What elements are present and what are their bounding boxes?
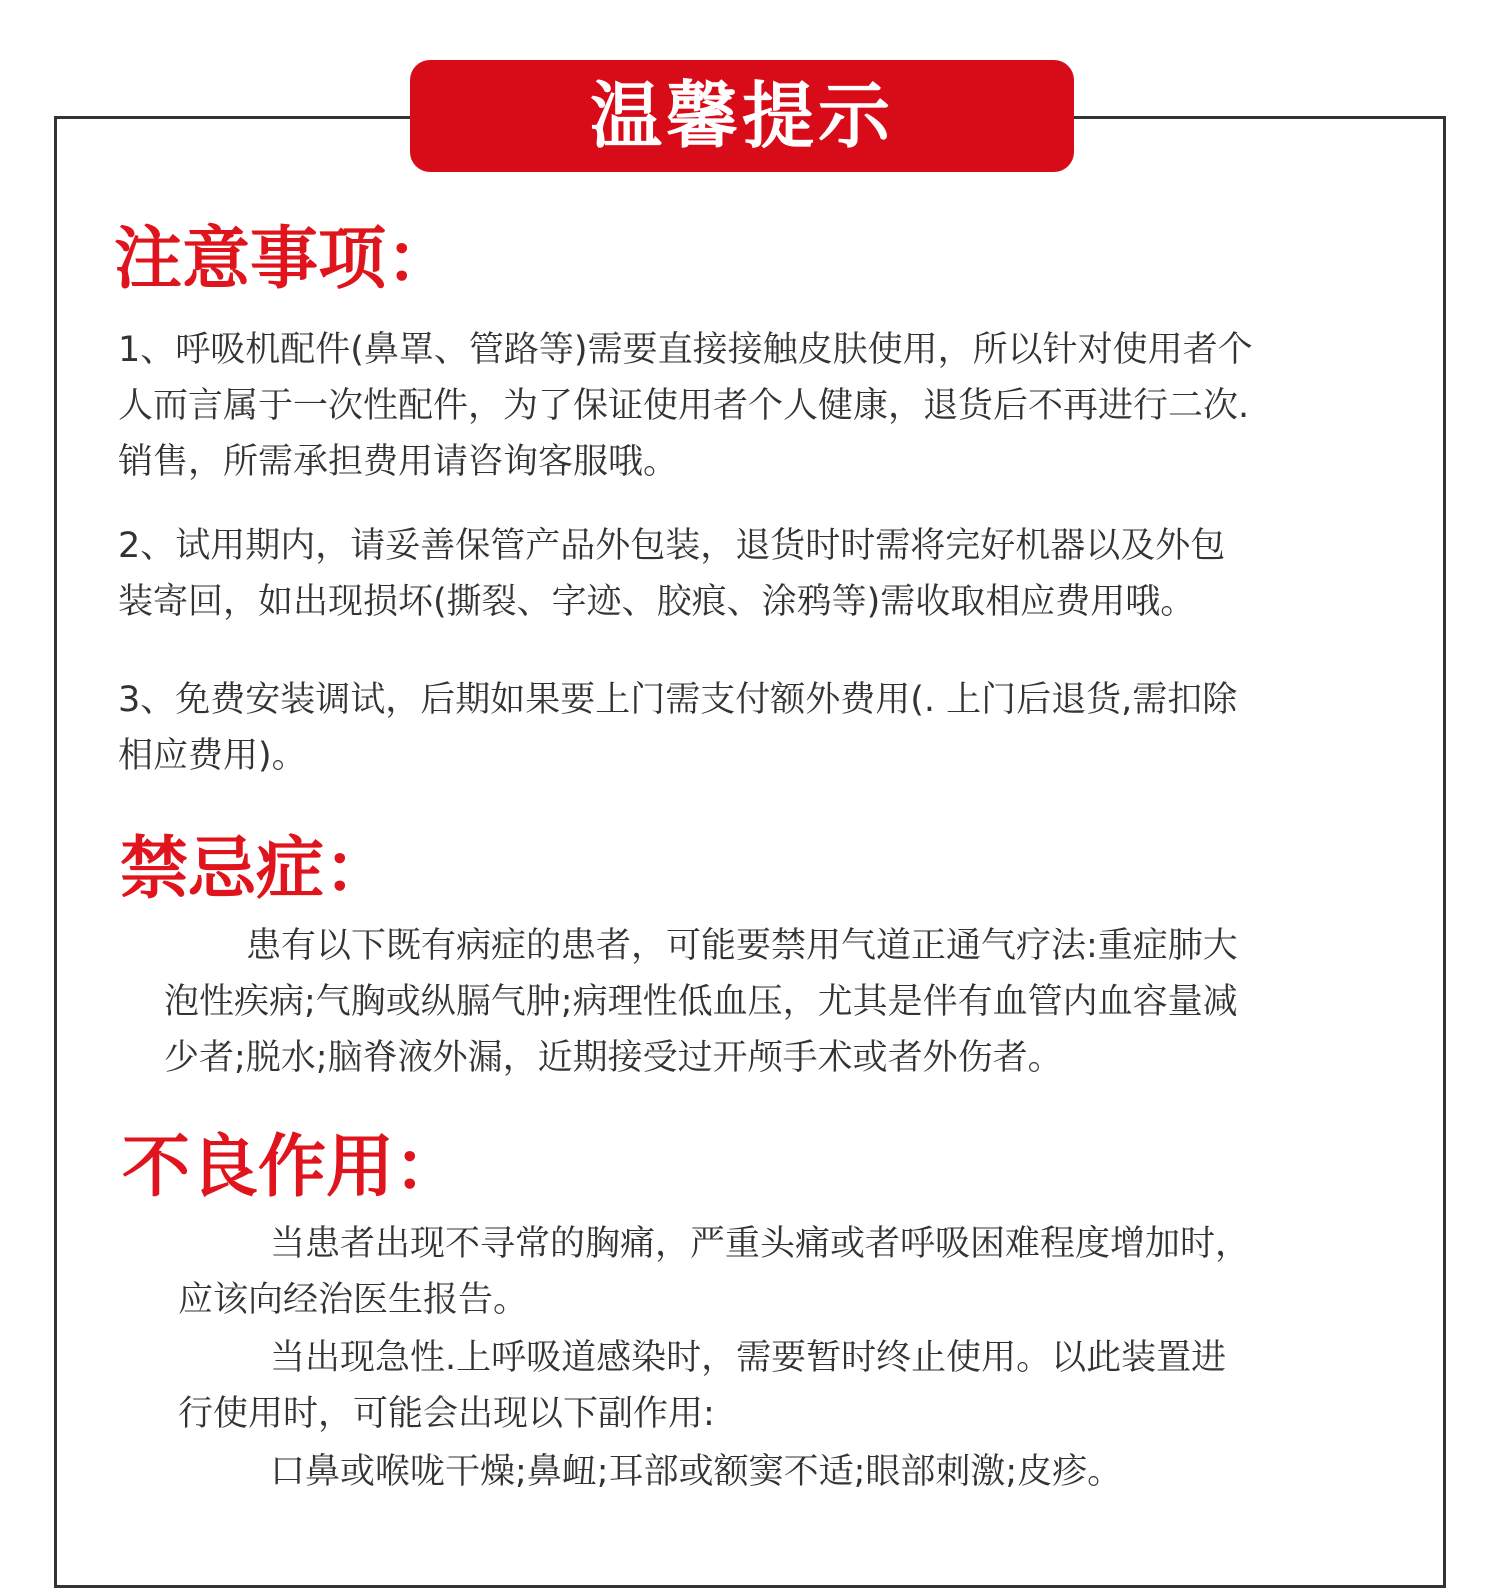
- notes-item-3: 3、免费安装调试，后期如果要上门需支付额外费用(. 上门后退货,需扣除 相应费用)。: [118, 680, 1238, 776]
- adverse-p3: 口鼻或喉咙干燥;鼻衄;耳部或额窦不适;眼部刺激;皮疹。: [270, 1452, 1123, 1492]
- adverse-p2-line-1: 当出现急性.上呼吸道感染时，需要暂时终止使用。以此装置进: [270, 1338, 1227, 1378]
- adverse-effects-heading: 不良作用：: [122, 1128, 463, 1207]
- notes-item-1: 1、呼吸机配件(鼻罩、管路等)需要直接接触皮肤使用，所以针对使用者个 人而言属于一次性配件，为了保证使用者个人健康，退货后不再进行二次. 销售，所需承担费用请咨询客服哦。: [118, 330, 1253, 482]
- adverse-p2-rest: 行使用时，可能会出现以下副作用:: [178, 1394, 715, 1434]
- contraindications-heading: 禁忌症：: [120, 830, 393, 909]
- contraindications-rest: 泡性疾病;气胸或纵膈气肿;病理性低血压，尤其是伴有血管内血容量减 少者;脱水;脑脊液外漏，近期接受过开颅手术或者外伤者。: [164, 982, 1238, 1078]
- adverse-p1-rest: 应该向经治医生报告。: [178, 1280, 529, 1320]
- notes-heading: 注意事项：: [114, 220, 455, 299]
- adverse-p1-line-1: 当患者出现不寻常的胸痛，严重头痛或者呼吸困难程度增加时，: [270, 1224, 1251, 1264]
- banner-title: 温馨提示: [410, 60, 1074, 172]
- contraindications-line-1: 患有以下既有病症的患者，可能要禁用气道正通气疗法:重症肺大: [246, 926, 1238, 966]
- notes-item-2: 2、试用期内，请妥善保管产品外包装，退货时时需将完好机器以及外包 装寄回，如出现损坏(撕裂、字迹、胶痕、涂鸦等)需收取相应费用哦。: [118, 526, 1226, 622]
